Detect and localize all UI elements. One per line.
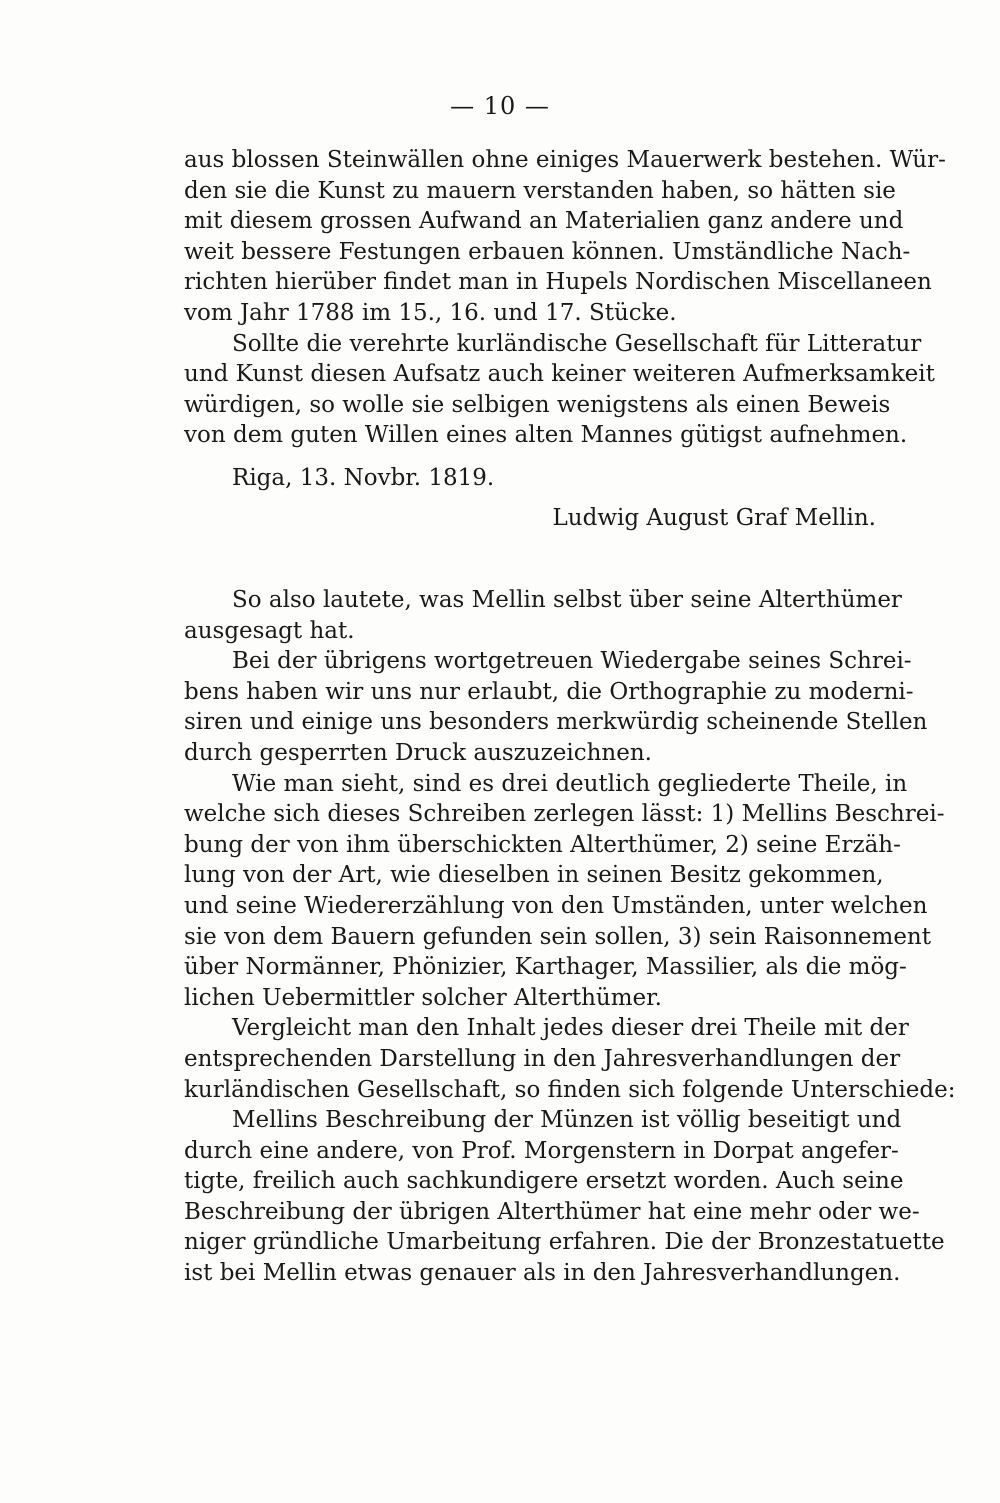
text-line: Beschreibung der übrigen Alterthümer hat eine mehr oder we-: [184, 1198, 920, 1225]
text-line: lung von der Art, wie dieselben in seinen Besitz gekommen,: [184, 862, 884, 889]
text-line: niger gründliche Umarbeitung erfahren. Die der Bronzestatuette: [184, 1229, 945, 1256]
text-line: den sie die Kunst zu mauern verstanden haben, so hätten sie: [184, 177, 896, 204]
text-line: kurländischen Gesellschaft, so finden sich folgende Unterschiede:: [184, 1076, 956, 1103]
text-line: über Normänner, Phönizier, Karthager, Massilier, als die mög-: [184, 954, 907, 981]
text-line: Sollte die verehrte kurländische Gesellschaft für Litteratur: [232, 330, 922, 357]
text-line: richten hierüber findet man in Hupels Nordischen Miscellaneen: [184, 269, 932, 296]
text-line: entsprechenden Darstellung in den Jahresverhandlungen der: [184, 1045, 901, 1072]
text-line: Mellins Beschreibung der Münzen ist völlig beseitigt und: [232, 1107, 902, 1134]
text-line: Wie man sieht, sind es drei deutlich gegliederte Theile, in: [232, 770, 908, 797]
text-line: lichen Uebermittler solcher Alterthümer.: [184, 984, 662, 1011]
text-block-letter-end: [184, 145, 946, 451]
text-line: weit bessere Festungen erbauen können. Umständliche Nach-: [184, 238, 911, 265]
text-line: würdigen, so wolle sie selbigen wenigstens als einen Beweis: [184, 391, 891, 418]
text-line: welche sich dieses Schreiben zerlegen lässt: 1) Mellins Beschrei-: [184, 801, 945, 828]
text-line: So also lautete, was Mellin selbst über seine Alterthümer: [232, 587, 902, 613]
text-line: aus blossen Steinwällen ohne einiges Mauerwerk bestehen. Wür-: [184, 147, 946, 173]
text-line: vom Jahr 1788 im 15., 16. und 17. Stücke.: [184, 299, 677, 326]
text-line: tigte, freilich auch sachkundigere ersetzt worden. Auch seine: [184, 1168, 904, 1195]
text-line: mit diesem grossen Aufwand an Materialien ganz andere und: [184, 208, 904, 235]
text-line: bens haben wir uns nur erlaubt, die Orthographie zu moderni-: [184, 678, 914, 705]
text-line: von dem guten Willen eines alten Mannes gütigst aufnehmen.: [184, 422, 908, 449]
text-line: ausgesagt hat.: [184, 617, 355, 644]
letter-signature: Ludwig August Graf Mellin.: [552, 505, 876, 531]
text-line: Bei der übrigens wortgetreuen Wiedergabe seines Schrei-: [232, 648, 912, 675]
text-line: ist bei Mellin etwas genauer als in den Jahresverhandlungen.: [184, 1260, 901, 1287]
text-line: und seine Wiedererzählung von den Umständen, unter welchen: [184, 892, 928, 919]
page-number: — 10 —: [450, 92, 550, 120]
text-line: siren und einige uns besonders merkwürdig scheinende Stellen: [184, 709, 928, 736]
text-line: durch eine andere, von Prof. Morgenstern in Dorpat angefer-: [184, 1137, 899, 1164]
text-line: Vergleicht man den Inhalt jedes dieser drei Theile mit der: [232, 1015, 909, 1042]
text-line: bung der von ihm überschickten Alterthümer, 2) seine Erzäh-: [184, 831, 901, 858]
text-block-commentary: [184, 585, 956, 1289]
text-line: sie von dem Bauern gefunden sein sollen, 3) sein Raisonnement: [184, 923, 931, 950]
letter-date: Riga, 13. Novbr. 1819.: [232, 465, 495, 491]
text-line: durch gesperrten Druck auszuzeichnen.: [184, 739, 652, 766]
text-line: und Kunst diesen Aufsatz auch keiner weiteren Aufmerksamkeit: [184, 361, 935, 388]
